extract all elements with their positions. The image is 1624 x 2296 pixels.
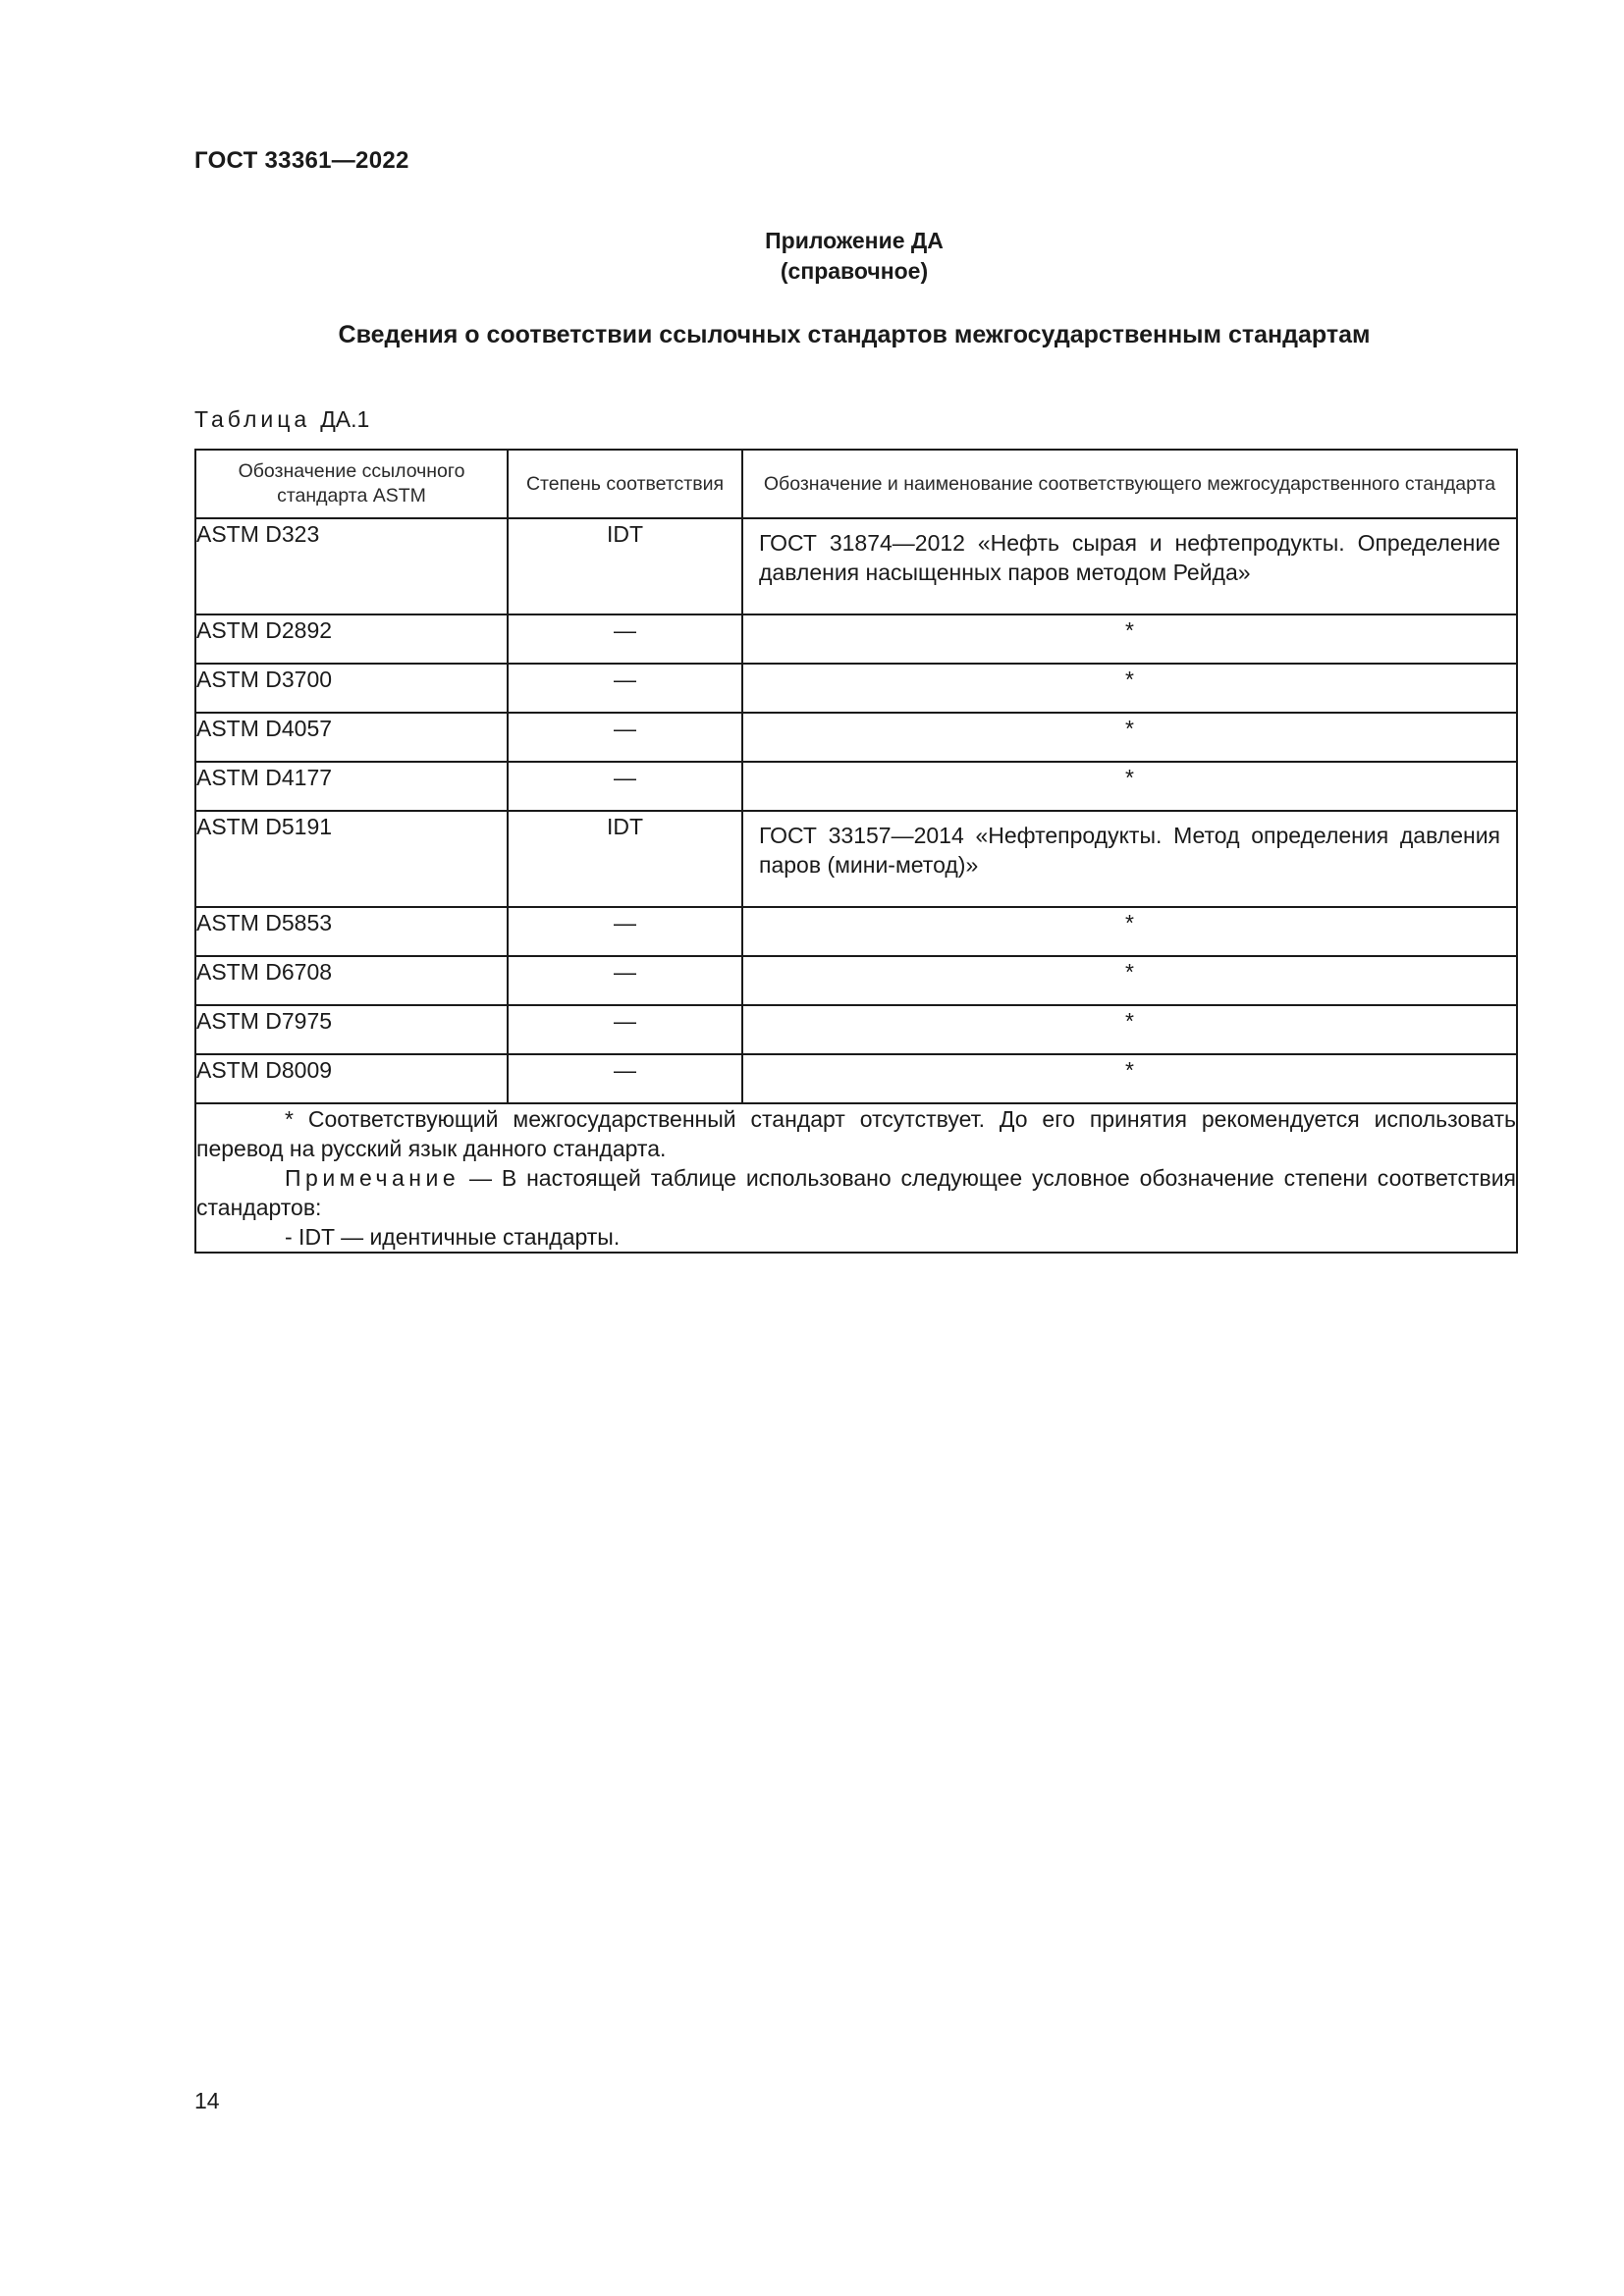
cell-code: ASTM D4057 bbox=[195, 713, 508, 762]
table-row bbox=[195, 664, 1517, 713]
cell-reference: * bbox=[742, 614, 1517, 664]
note bbox=[196, 1163, 1516, 1222]
cell-code: ASTM D5191 bbox=[195, 811, 508, 907]
cell-code: ASTM D8009 bbox=[195, 1054, 508, 1103]
annex-heading bbox=[0, 226, 1624, 287]
table-caption-word: Таблица bbox=[194, 406, 311, 432]
table-row bbox=[195, 1005, 1517, 1054]
cell-reference: * bbox=[742, 956, 1517, 1005]
cell-code: ASTM D2892 bbox=[195, 614, 508, 664]
annex-title: Приложение ДА bbox=[765, 228, 944, 253]
correspondence-table bbox=[194, 449, 1518, 1254]
table-row bbox=[195, 1054, 1517, 1103]
page-number: 14 bbox=[194, 2088, 220, 2113]
cell-degree: — bbox=[508, 664, 742, 713]
cell-code: ASTM D323 bbox=[195, 518, 508, 614]
table-row bbox=[195, 518, 1517, 614]
table-row bbox=[195, 956, 1517, 1005]
table-row bbox=[195, 907, 1517, 956]
cell-degree: IDT bbox=[508, 811, 742, 907]
column-header-reference: Обозначение и наименование соответствующего межгосударственного стандарта bbox=[742, 450, 1517, 518]
table-header-row bbox=[195, 450, 1517, 518]
cell-code: ASTM D3700 bbox=[195, 664, 508, 713]
cell-degree: — bbox=[508, 762, 742, 811]
cell-code: ASTM D5853 bbox=[195, 907, 508, 956]
table-caption-number: ДА.1 bbox=[320, 406, 370, 432]
cell-degree: — bbox=[508, 956, 742, 1005]
table-row bbox=[195, 713, 1517, 762]
cell-reference: * bbox=[742, 762, 1517, 811]
cell-degree: — bbox=[508, 1054, 742, 1103]
cell-code: ASTM D7975 bbox=[195, 1005, 508, 1054]
cell-reference: * bbox=[742, 1005, 1517, 1054]
annex-type: (справочное) bbox=[780, 258, 929, 284]
column-header-degree: Степень соответствия bbox=[508, 450, 742, 518]
cell-reference: * bbox=[742, 1054, 1517, 1103]
table-row bbox=[195, 811, 1517, 907]
table-caption bbox=[194, 406, 369, 433]
cell-degree: — bbox=[508, 1005, 742, 1054]
table-notes bbox=[195, 1103, 1517, 1253]
cell-degree: — bbox=[508, 907, 742, 956]
cell-reference: * bbox=[742, 664, 1517, 713]
cell-reference: * bbox=[742, 713, 1517, 762]
table-row bbox=[195, 614, 1517, 664]
table-row bbox=[195, 762, 1517, 811]
section-title: Сведения о соответствии ссылочных стандартов межгосударственным стандартам bbox=[338, 321, 1371, 348]
cell-code: ASTM D6708 bbox=[195, 956, 508, 1005]
cell-reference: ГОСТ 33157—2014 «Нефтепродукты. Метод определения давления паров (мини-метод)» bbox=[742, 811, 1517, 907]
cell-degree: — bbox=[508, 713, 742, 762]
table-notes-row bbox=[195, 1103, 1517, 1253]
cell-degree: IDT bbox=[508, 518, 742, 614]
column-header-code: Обозначение ссылочного стандарта ASTM bbox=[195, 450, 508, 518]
standard-code: ГОСТ 33361—2022 bbox=[194, 147, 409, 174]
footnote: * Соответствующий межгосударственный стандарт отсутствует. До его принятия рекомендуется использовать перевод на русский язык данного стандарта. bbox=[196, 1106, 1516, 1161]
cell-reference: ГОСТ 31874—2012 «Нефть сырая и нефтепродукты. Определение давления насыщенных паров методом Рейда» bbox=[742, 518, 1517, 614]
note-item: - IDT — идентичные стандарты. bbox=[285, 1224, 621, 1250]
cell-code: ASTM D4177 bbox=[195, 762, 508, 811]
note-label: Примечание bbox=[285, 1165, 460, 1191]
cell-reference: * bbox=[742, 907, 1517, 956]
cell-degree: — bbox=[508, 614, 742, 664]
note-text: — В настоящей таблице использовано следующее условное обозначение степени соответствия стандартов: bbox=[196, 1165, 1516, 1220]
